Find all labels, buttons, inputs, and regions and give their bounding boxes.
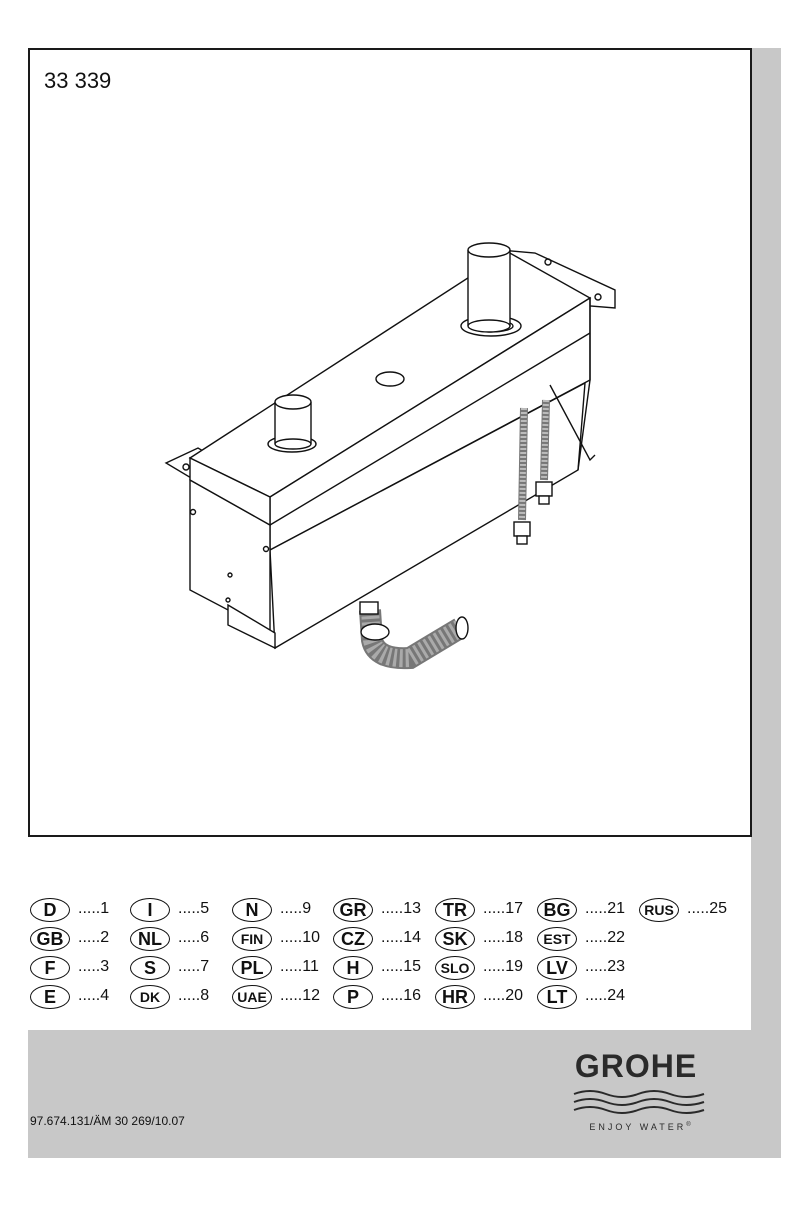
language-page: .....20 xyxy=(483,987,524,1004)
language-code: SLO xyxy=(435,956,475,980)
language-code: E xyxy=(30,985,70,1009)
language-page: .....13 xyxy=(381,900,422,917)
language-code: F xyxy=(30,956,70,980)
language-page: .....2 xyxy=(78,929,110,946)
language-code: UAE xyxy=(232,985,272,1009)
language-code: NL xyxy=(130,927,170,951)
brand-tagline xyxy=(570,1122,710,1132)
language-code: FIN xyxy=(232,927,272,951)
grohe-logo xyxy=(566,1048,711,1140)
language-code: LT xyxy=(537,985,577,1009)
language-page: .....9 xyxy=(280,900,312,917)
language-page: .....12 xyxy=(280,987,321,1004)
language-code: N xyxy=(232,898,272,922)
language-page: .....17 xyxy=(483,900,524,917)
language-page: .....16 xyxy=(381,987,422,1004)
language-page: .....7 xyxy=(178,958,210,975)
language-code: PL xyxy=(232,956,272,980)
language-code: GB xyxy=(30,927,70,951)
language-code: I xyxy=(130,898,170,922)
model-number: 33 339 xyxy=(44,68,112,93)
language-code: SK xyxy=(435,927,475,951)
language-code: GR xyxy=(333,898,373,922)
language-page: .....4 xyxy=(78,987,110,1004)
language-page: .....8 xyxy=(178,987,210,1004)
registered-mark: ® xyxy=(686,1122,691,1128)
language-page: .....23 xyxy=(585,958,626,975)
language-code: CZ xyxy=(333,927,373,951)
language-code: LV xyxy=(537,956,577,980)
document-number: 97.674.131/ÄM 30 269/10.07 xyxy=(30,1114,185,1128)
language-code: D xyxy=(30,898,70,922)
language-code: BG xyxy=(537,898,577,922)
side-gray-bar xyxy=(751,48,781,1030)
language-code: H xyxy=(333,956,373,980)
language-page: .....21 xyxy=(585,900,626,917)
language-page: .....24 xyxy=(585,987,626,1004)
language-code: TR xyxy=(435,898,475,922)
language-page: .....18 xyxy=(483,929,524,946)
language-page: .....19 xyxy=(483,958,524,975)
language-page: .....25 xyxy=(687,900,728,917)
language-page: .....14 xyxy=(381,929,422,946)
language-code: EST xyxy=(537,927,577,951)
language-page: .....3 xyxy=(78,958,110,975)
concealed-body-installation-box-icon xyxy=(30,50,750,835)
waves-icon xyxy=(570,1088,710,1118)
language-page: .....10 xyxy=(280,929,321,946)
language-page: .....15 xyxy=(381,958,422,975)
language-page: .....6 xyxy=(178,929,210,946)
illustration-frame xyxy=(28,48,752,837)
language-page: .....5 xyxy=(178,900,210,917)
language-code: S xyxy=(130,956,170,980)
language-page: .....22 xyxy=(585,929,626,946)
language-code: HR xyxy=(435,985,475,1009)
language-page: .....1 xyxy=(78,900,110,917)
language-code: RUS xyxy=(639,898,679,922)
language-code: DK xyxy=(130,985,170,1009)
language-code: P xyxy=(333,985,373,1009)
brand-name: GROHE xyxy=(574,1048,698,1084)
language-page: .....11 xyxy=(280,958,319,975)
brand-tagline-text: ENJOY WATER xyxy=(589,1122,687,1132)
